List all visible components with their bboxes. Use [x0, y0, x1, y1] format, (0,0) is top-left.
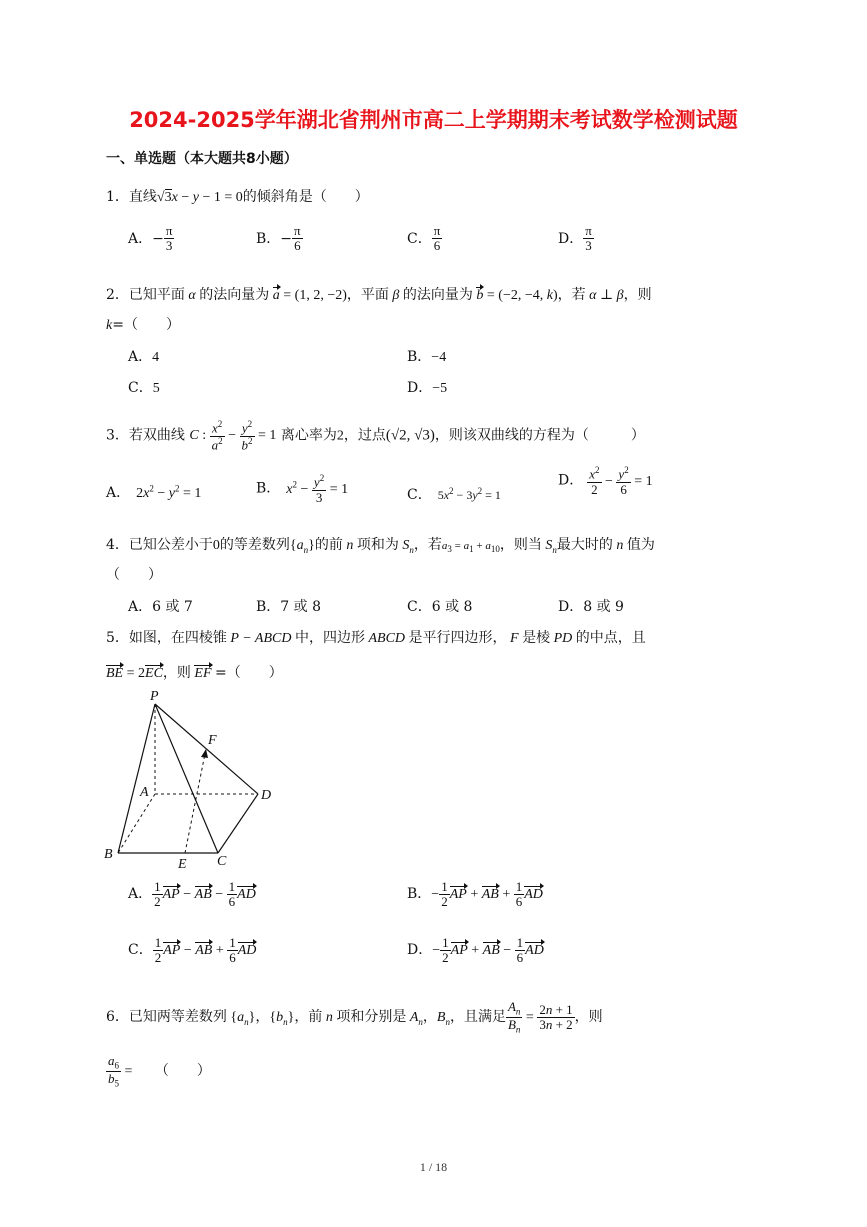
q5-option-c[interactable]: C． $\frac{1}{2}$ AP − AB + $\frac{1}{6}$ AD — [128, 935, 257, 966]
q2-option-d[interactable]: D．−5 — [407, 380, 448, 396]
page-number: 1 / 18 — [419, 1160, 448, 1174]
question-1: 1．直线√3x − y − 1 = 0的倾斜角是（ ） — [106, 189, 369, 205]
section-heading: 一、单选题（本大题共8小题） — [106, 151, 298, 167]
question-5: 5．如图，在四棱锥 P − ABCD 中，四边形 ABCD 是平行四边形， F 是棱 PD 的中点，且 — [106, 630, 646, 646]
q1-option-b[interactable]: B．− $\frac{\pi}{6}$ — [256, 223, 301, 254]
q4-option-c[interactable]: C．6 或 8 — [407, 599, 473, 615]
q2-option-b[interactable]: B．−4 — [407, 349, 447, 365]
q4-option-d[interactable]: D．8 或 9 — [558, 599, 624, 615]
question-5-line-2: BE = 2EC，则 EF =（ ） — [106, 665, 283, 681]
q3-option-a[interactable]: A． $2x^2 - y^2 = 1$ — [106, 483, 202, 501]
q5-option-b[interactable]: B．− $\frac{1}{2}$ AP + AB + $\frac{1}{6}$ AD — [407, 879, 543, 910]
q5-option-a[interactable]: A． $\frac{1}{2}$ AP − AB − $\frac{1}{6}$ AD — [128, 879, 256, 910]
q4-option-b[interactable]: B．7 或 8 — [256, 599, 322, 615]
label-f: F — [208, 733, 217, 748]
pyramid-figure — [100, 686, 290, 872]
q3-option-c[interactable]: C． $5x^2 - 3y^2 = 1$ — [407, 486, 501, 503]
q2-option-a[interactable]: A．4 — [128, 349, 160, 365]
label-b: B — [104, 847, 113, 862]
label-d: D — [261, 788, 272, 803]
label-a: A — [140, 785, 149, 800]
page-title: 2024-2025学年湖北省荆州市高二上学期期末考试数学检测试题 — [129, 108, 738, 132]
question-6-line-2: $\frac{a_6}{b_5}$ = （ ） — [108, 1053, 211, 1090]
question-2: 2．已知平面 α 的法向量为 a = (1, 2, −2)，平面 β 的法向量为 b = (−2, −4, k)，若 α ⊥ β，则 — [106, 287, 652, 303]
q5-option-d[interactable]: D．− $\frac{1}{2}$ AP + AB − $\frac{1}{6}$ AD — [407, 935, 544, 966]
question-2-line-2: k=（ ） — [106, 317, 180, 333]
q3-option-b[interactable]: B． $x^2$ − $\frac{y^2}{3}$ = 1 — [256, 473, 349, 505]
q4-option-a[interactable]: A．6 或 7 — [128, 599, 193, 615]
q1-option-d[interactable]: D． $\frac{\pi}{3}$ — [558, 223, 592, 254]
question-4-line-2: （ ） — [106, 567, 162, 583]
question-3: 3．若双曲线 C : $\frac{x^2}{a^2}$ − $\frac{y^2}{b^2}$ = 1 离心率为2，过点(√2, √3)，则该双曲线的方程为（ ） — [106, 419, 645, 452]
q1-option-c[interactable]: C． $\frac{\pi}{6}$ — [407, 223, 441, 254]
label-c: C — [217, 854, 227, 869]
label-p: P — [150, 689, 159, 704]
question-4: 4．已知公差小于0的等差数列$\{a_n\}$的前 n 项和为 $S_n$，若$a_3 = a_1 + a_{10}$，则当 $S_n$最大时的 n 值为 — [106, 537, 655, 555]
q3-option-d[interactable]: D． $\frac{x^2}{2}$ − $\frac{y^2}{6}$ = 1 — [558, 465, 653, 497]
q1-formula: √3x − y − 1 = 0 — [156, 190, 243, 205]
label-e: E — [178, 857, 187, 872]
question-6: 6．已知两等差数列 $\{a_n\}$，$\{b_n\}$，前 n 项和分别是 $A_n$，$B_n$，且满足 $\frac{A_n}{B_n}$ = $\frac{2n + 1}{3n + 2}$ ，则 — [106, 999, 603, 1036]
q2-option-c[interactable]: C．5 — [128, 380, 160, 396]
q1-option-a[interactable]: A．− $\frac{\pi}{3}$ — [128, 223, 173, 254]
